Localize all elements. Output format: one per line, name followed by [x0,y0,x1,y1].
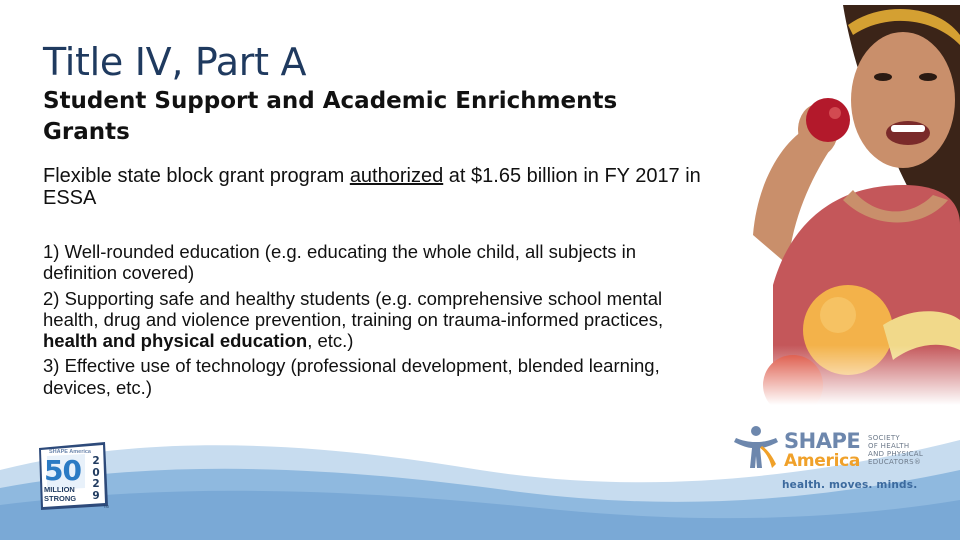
shape-america-logo [732,424,932,494]
focus-area-bold: health and physical education [43,330,308,352]
badge-year [91,456,101,502]
badge-brand: SHAPE America [49,449,91,455]
intro-paragraph [43,165,703,209]
shape-figure-icon [732,424,780,472]
logo-tagline: health. moves. minds. [782,479,918,491]
focus-area-text: , etc.) [307,330,354,352]
focus-area-item: 1) Well-rounded education (e.g. educating the whole child, all subjects in definition covered) [43,241,637,284]
slide-title: Title IV, Part A [43,40,307,84]
society-line: AND PHYSICAL [868,450,924,458]
society-line: OF HEALTH [868,442,910,450]
focus-area-text: 2) Supporting safe and healthy students (e.g. comprehensive school mental health, drug and violence prevention, training on trauma-informed practices, [43,287,664,330]
badge-million: MILLION [44,485,75,494]
badge-strong: STRONG [44,494,77,503]
fifty-million-strong-badge [35,440,110,512]
badge-year-digit: 0 [92,466,100,479]
badge-trademark: TM [103,504,109,509]
badge-number: 50 [44,454,81,487]
society-line: SOCIETY [868,434,900,442]
intro-underlined: authorized [349,165,444,187]
girl-with-apple-photo [733,5,960,405]
focus-area-item [43,288,713,352]
badge-year-digit: 2 [92,455,100,467]
shape-wordmark: SHAPE [784,429,861,453]
society-line: EDUCATORS® [868,458,922,466]
america-wordmark: America [784,451,861,471]
slide-subtitle: Student Support and Academic Enrichments Grants [43,88,618,145]
intro-before: Flexible state block grant program [43,165,350,187]
focus-area-item: 3) Effective use of technology (professional development, blended learning, devices, etc.) [43,355,660,398]
badge-year-digit: 2 [92,478,100,490]
society-text [868,434,938,466]
intro-after: at $1.65 billion in FY 2017 in ESSA [43,165,701,209]
badge-year-digit: 9 [92,489,100,502]
focus-areas-list [43,241,713,402]
